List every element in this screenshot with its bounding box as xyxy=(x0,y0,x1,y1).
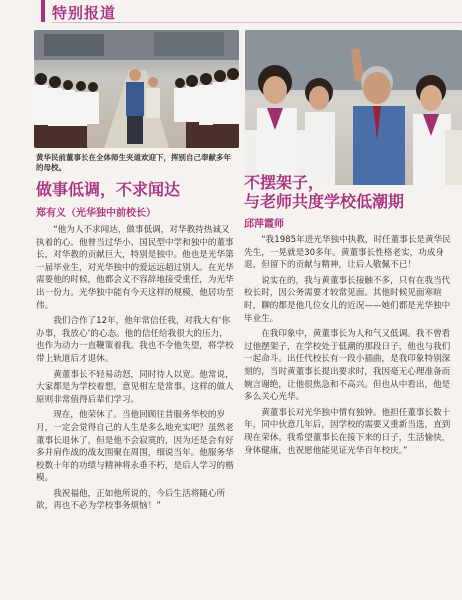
left-paragraph: 我祝福他，正如他所说的，今后生活将随心所欲，再也不必为学校事务烦恼！” xyxy=(36,488,226,512)
right-paragraph: 说实在的，我与黄董事长接触不多，只有在我当代校长时，因公务需要才较常见面。其他时候见面寒暄时，聊的都是他几位女儿的近况——她们都是光华独中毕业生。 xyxy=(244,275,451,324)
photo-caption: 黄华民前董事长在全体师生夹道欢迎下，挥别自己奉献多年的母校。 xyxy=(36,153,231,172)
photo-waving xyxy=(245,30,462,185)
left-paragraph: 我们合作了12年，他年常信任我，对我大有‘你办事，我放心’的心态。他的信任给我很大的压力，也作为动力一直鞭策着我。我也不令他失望，将学校带上轨道后才退休。 xyxy=(36,316,234,364)
right-paragraph: 在我印象中，黄董事长为人和气又低调。我不曾看过他摆架子，在学校处于低潮的那段日子，他也与我们一起命斗。出任代校长有一段小插曲，是我印象特别深刻的，当时黄董事长提出要求时，我因毫无心理准备而婉言谢绝，让他很焦急和不高兴。但也从中看出，他是多么关心光华。 xyxy=(244,329,451,403)
right-paragraph: “我1985年进光华独中执教，时任董事长是黄华民先生，一晃就是30多年。黄董事长性格老实，功成身退，但留下的贡献与精神，让后人敬佩不已！ xyxy=(244,235,451,271)
section-accent-bar xyxy=(41,0,45,22)
left-article-body xyxy=(36,224,236,516)
right-paragraph: 黄董事长对光华独中情有独钟。他担任董事长数十年，同中伙意几年后，因学校的需要又重新当选，直到现在荣休。我希望董事长在接下来的日子，生活愉快，身体健康，也祝愿他能见证光华百年校庆。” xyxy=(244,407,451,456)
section-label: 特别报道 xyxy=(52,4,117,22)
right-title-line-2: 与老师共度学校低潮期 xyxy=(244,192,405,211)
procession-illustration xyxy=(34,30,239,148)
section-header xyxy=(0,0,462,24)
left-article-byline: 郑有义（光华独中前校长） xyxy=(36,208,156,219)
left-paragraph: “他为人不求闻达，做事低调，对华教持热诚又执着的心。他曾当过华小、国民型中学和独中的董事长，对华教的贡献巨大，特别是独中。他也是光华第一届毕业生，对光华独中的爱远远超过别人。在光华需要他的时候，他都会义不容辞地接受重任，为光华出一份力。光华独中能有今天这样的规模，他居功至伟。 xyxy=(36,225,234,311)
photo-procession xyxy=(34,30,239,148)
right-article-byline: 邱萍霞师 xyxy=(244,219,284,230)
left-paragraph: 黄董事长不轻易动怒，同时待人以宽。他常说，大家都是为学校着想，意见相左是常事。这样的做人原则非常值得后辈们学习。 xyxy=(36,369,234,405)
right-article-title xyxy=(244,173,459,211)
right-article-body xyxy=(244,234,456,460)
waving-illustration xyxy=(245,30,462,185)
left-paragraph: 现在，他荣休了。当他回顾往昔服务华校的岁月，一定会觉得自己的人生是多么地充实吧？虽然老董事长退休了，但是他不会寂寞的，因为还是会有好多并肩作战的战友围聚在周围，细说当年。他服务华校数十年的功绩与精神将永垂不朽，是后人学习的楷模。 xyxy=(36,410,234,484)
right-title-line-1: 不摆架子， xyxy=(244,173,325,192)
left-article-title: 做事低调，不求闻达 xyxy=(36,180,181,199)
header-divider xyxy=(52,22,462,23)
